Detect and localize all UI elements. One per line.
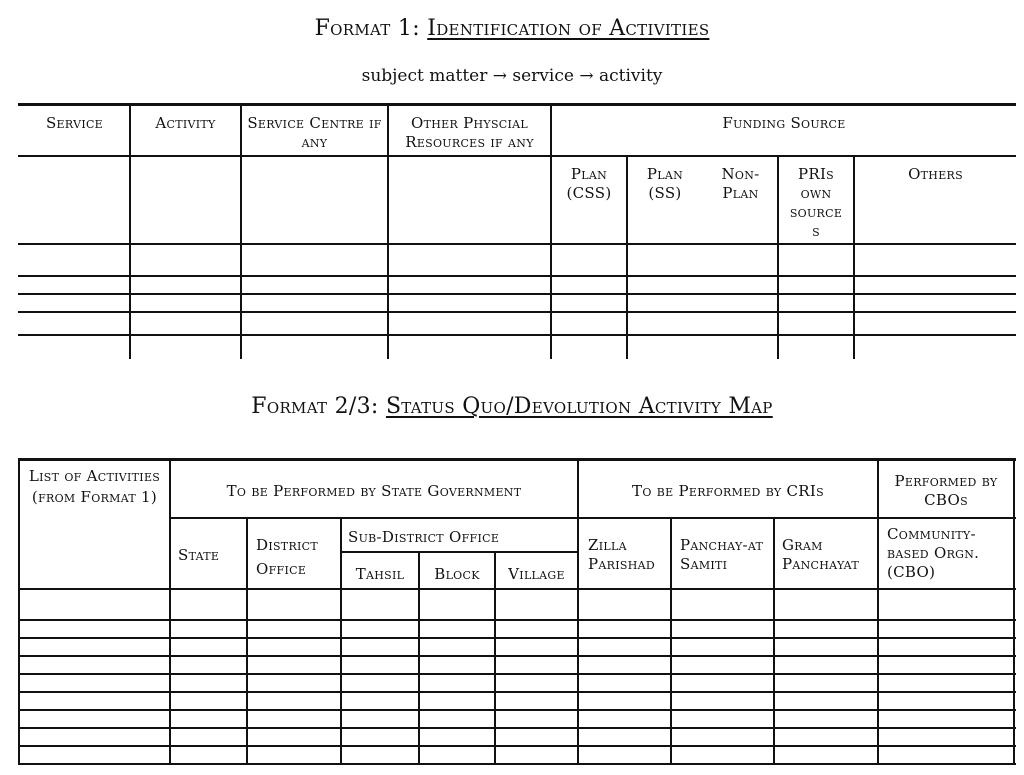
table-rule	[246, 518, 248, 765]
table-rule	[18, 655, 1016, 657]
header-district-office: District Office	[256, 536, 319, 578]
table-rule	[340, 551, 578, 553]
format1-title	[0, 16, 1024, 41]
header-block: Block	[434, 565, 480, 583]
table-rule	[670, 518, 672, 765]
table-rule	[853, 156, 855, 359]
header-funding-source: Funding Source	[722, 114, 846, 132]
table-rule	[18, 243, 1016, 245]
table-rule	[18, 763, 1016, 765]
table-rule	[18, 727, 1016, 729]
table-rule	[1013, 459, 1015, 765]
table-rule	[240, 105, 242, 359]
header-plan-ss: Plan (SS)	[646, 165, 684, 202]
table-rule	[18, 619, 1016, 621]
table-rule	[18, 275, 1016, 277]
table-rule	[777, 156, 779, 359]
header-state: State	[178, 546, 220, 564]
table-rule	[18, 459, 20, 765]
table-rule	[18, 588, 1016, 590]
header-village: Village	[508, 565, 565, 583]
table-rule	[18, 334, 1016, 336]
format1-title-prefix: Format 1:	[314, 16, 428, 41]
header-tahsil: Tahsil	[355, 565, 405, 583]
header-non-plan: Non-Plan	[721, 165, 760, 202]
header-other-resources: Other Physcial Resources if any	[405, 114, 534, 151]
header-state-government: To be Performed by State Government	[226, 482, 522, 500]
table-rule	[169, 517, 1016, 519]
table-rule	[169, 459, 171, 765]
header-list-activities: List of Activities (from Format 1)	[28, 467, 161, 506]
header-gram-panchayat: Gram Panchayat	[782, 536, 859, 573]
table-rule	[18, 155, 1016, 157]
table-rule	[387, 105, 389, 359]
table-rule	[18, 709, 1016, 711]
table-rule	[18, 691, 1016, 693]
header-service: Service	[45, 114, 104, 132]
format1-subtitle: subject matter → service → activity	[361, 66, 663, 86]
header-cris: To be Performed by CRIs	[632, 482, 824, 500]
table-rule	[18, 458, 1016, 461]
table-rule	[129, 105, 131, 359]
table-rule	[18, 637, 1016, 639]
header-panchayat-samiti: Panchay-at Samiti	[680, 536, 764, 573]
header-others: Others	[908, 165, 963, 183]
table-rule	[877, 459, 879, 765]
table-rule	[550, 105, 552, 359]
header-zilla-parishad: Zilla Parishad	[588, 536, 655, 573]
table-rule	[18, 103, 1016, 106]
format1-title-main: Identification of Activities	[427, 16, 710, 41]
header-service-centre: Service Centre if any	[247, 114, 382, 151]
table-rule	[18, 293, 1016, 295]
format23-title-main: Status Quo/Devolution Activity Map	[385, 394, 773, 419]
header-pris-own-source: PRIs own source s	[789, 165, 843, 240]
table-rule	[18, 673, 1016, 675]
header-cbo: Community-based Orgn. (CBO)	[887, 525, 980, 581]
format23-title-prefix: Format 2/3:	[251, 394, 386, 419]
header-cbos: Performed by CBOs	[894, 472, 998, 509]
table-rule	[18, 311, 1016, 313]
header-plan-css: Plan (CSS)	[566, 165, 612, 202]
format23-title	[0, 394, 1024, 419]
table-rule	[18, 745, 1016, 747]
table-rule	[773, 518, 775, 765]
table-rule	[577, 459, 579, 765]
header-activity: Activity	[155, 114, 216, 132]
table-rule	[340, 518, 342, 765]
header-sub-district-office: Sub-District Office	[348, 528, 500, 546]
